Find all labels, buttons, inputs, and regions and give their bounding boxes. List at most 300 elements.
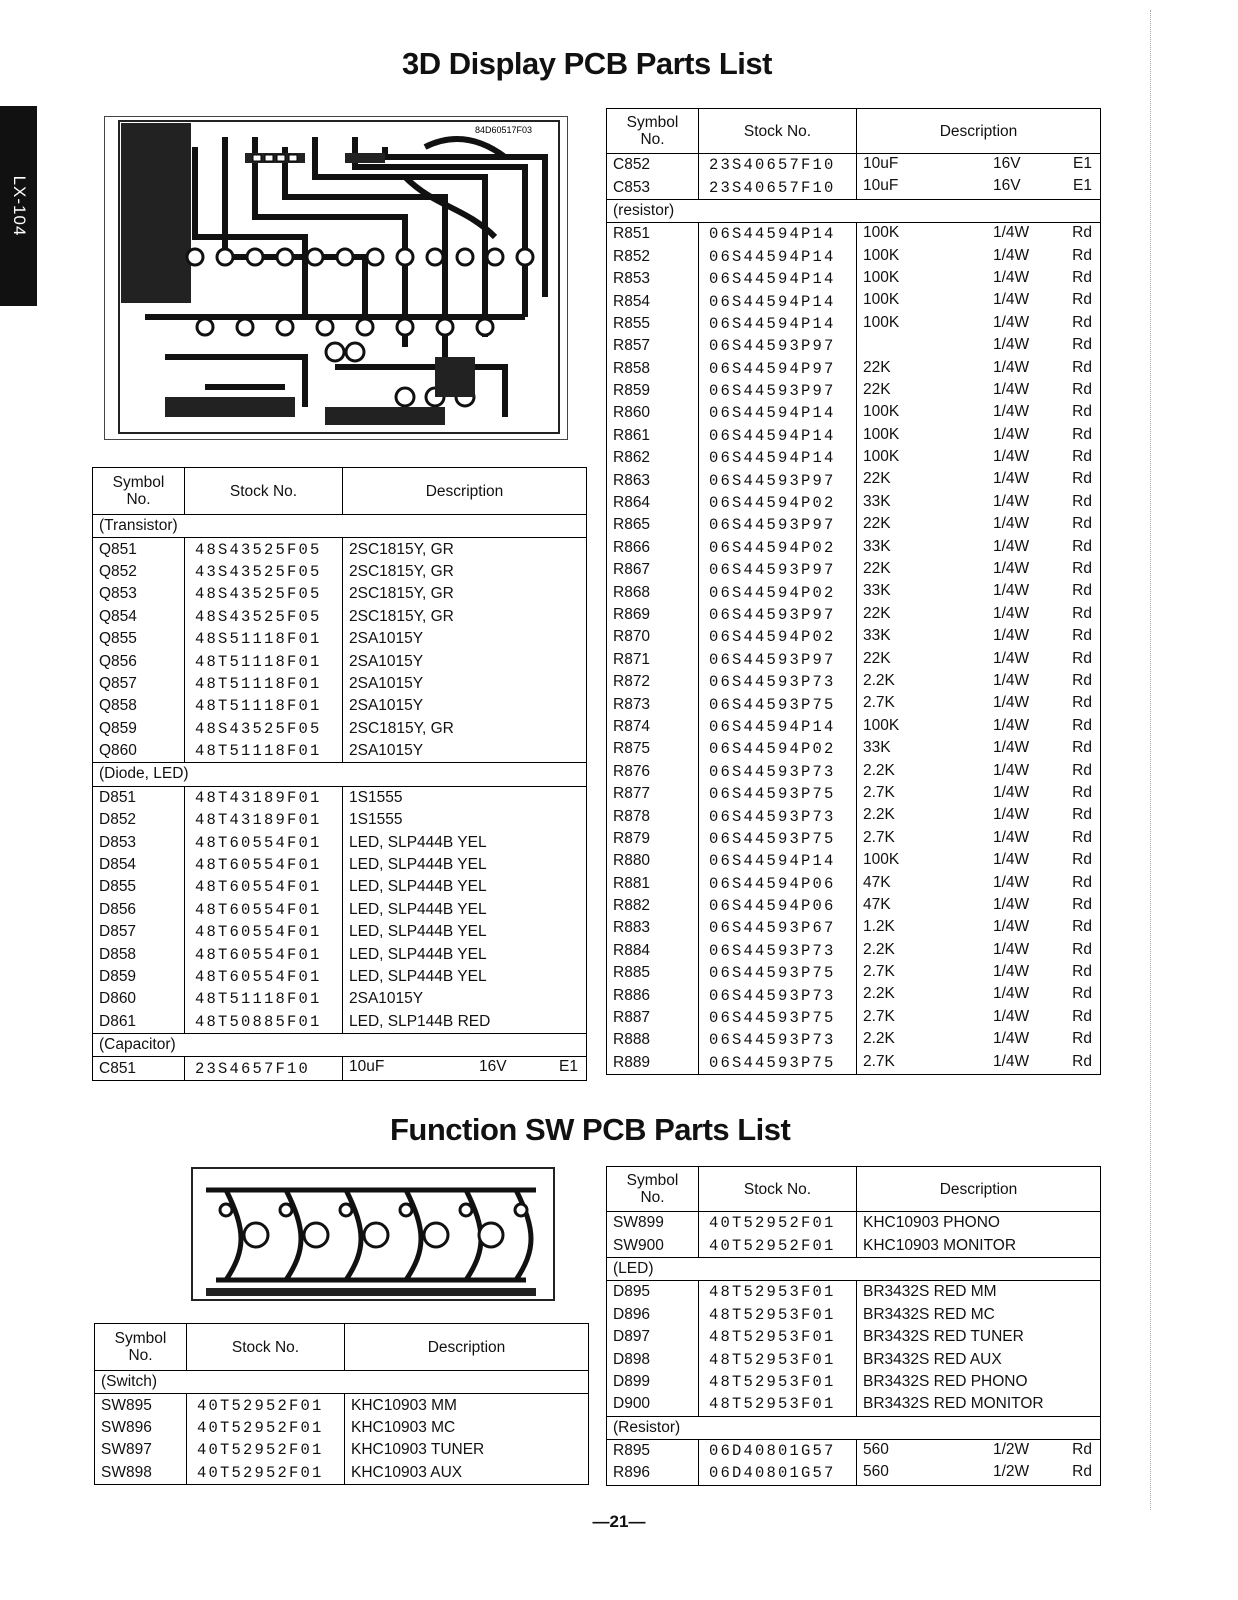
description-cell: BR3432S RED MONITOR: [857, 1393, 1101, 1416]
symbol-cell: R851: [607, 223, 699, 246]
table-row: [607, 828, 1101, 850]
description-cell: LED, SLP444B YEL: [343, 899, 587, 921]
stock-no-cell: 06S44594P02: [699, 581, 857, 603]
stock-no-cell: 48T52953F01: [699, 1304, 857, 1326]
display-pcb-artwork: [105, 117, 567, 439]
description-cell: [857, 649, 1101, 671]
table-row: [607, 1462, 1101, 1485]
table-row: [607, 223, 1101, 246]
table-row: [607, 962, 1101, 984]
table-row: [607, 380, 1101, 402]
rating-text: 1/4W: [993, 470, 1030, 488]
rating-text: 1/4W: [993, 582, 1030, 600]
description-header: Description: [857, 1167, 1101, 1212]
value-text: 22K: [863, 380, 891, 398]
type-text: E1: [559, 1058, 578, 1076]
type-text: Rd: [1072, 649, 1092, 667]
symbol-cell: SW899: [607, 1212, 699, 1235]
stock-no-cell: 06S44593P75: [699, 693, 857, 715]
stock-no-cell: 23S40657F10: [699, 154, 857, 177]
description-cell: [857, 850, 1101, 872]
section-row: [607, 1257, 1101, 1280]
symbol-cell: R861: [607, 425, 699, 447]
stock-no-cell: 06S44593P97: [699, 649, 857, 671]
description-cell: [857, 514, 1101, 536]
symbol-header: Symbol No.: [607, 109, 699, 154]
symbol-cell: R881: [607, 873, 699, 895]
table-row: [93, 921, 587, 943]
rating-text: 1/4W: [993, 1030, 1030, 1048]
stock-no-cell: 23S4657F10: [185, 1057, 343, 1080]
description-cell: KHC10903 MC: [345, 1417, 589, 1439]
description-header: Description: [345, 1324, 589, 1371]
table-row: [607, 895, 1101, 917]
description-cell: LED, SLP444B YEL: [343, 876, 587, 898]
stock-no-cell: 06S44594P14: [699, 716, 857, 738]
description-cell: [857, 469, 1101, 491]
symbol-cell: R860: [607, 402, 699, 424]
description-cell: [857, 447, 1101, 469]
table-row: [607, 335, 1101, 357]
stock-no-cell: 06S44593P75: [699, 1052, 857, 1075]
description-cell: [857, 626, 1101, 648]
table-row: [93, 988, 587, 1010]
table-row: [95, 1439, 589, 1461]
value-text: 47K: [863, 895, 891, 913]
rating-text: 1/4W: [993, 806, 1030, 824]
description-cell: [857, 671, 1101, 693]
table-row: [607, 559, 1101, 581]
description-cell: BR3432S RED PHONO: [857, 1371, 1101, 1393]
table-row: [607, 313, 1101, 335]
description-cell: [857, 805, 1101, 827]
description-cell: LED, SLP444B YEL: [343, 831, 587, 853]
stock-no-cell: 06S44593P73: [699, 940, 857, 962]
stock-no-header: Stock No.: [699, 109, 857, 154]
type-text: Rd: [1072, 895, 1092, 913]
description-cell: [857, 761, 1101, 783]
type-text: Rd: [1072, 694, 1092, 712]
symbol-cell: R865: [607, 514, 699, 536]
type-text: Rd: [1072, 560, 1092, 578]
stock-no-cell: 06S44593P75: [699, 783, 857, 805]
value-text: 100K: [863, 448, 900, 466]
table-row: [607, 604, 1101, 626]
symbol-header: Symbol No.: [93, 468, 185, 515]
rating-text: 1/4W: [993, 761, 1030, 779]
stock-no-cell: 48T52953F01: [699, 1348, 857, 1370]
stock-no-cell: 40T52952F01: [699, 1234, 857, 1257]
stock-no-cell: 06S44593P73: [699, 761, 857, 783]
type-text: Rd: [1072, 716, 1092, 734]
symbol-cell: Q855: [93, 628, 185, 650]
table-row: [93, 606, 587, 628]
symbol-cell: D856: [93, 899, 185, 921]
stock-no-cell: 06S44593P75: [699, 1007, 857, 1029]
rating-text: 1/4W: [993, 224, 1030, 242]
symbol-cell: R868: [607, 581, 699, 603]
description-cell: [857, 268, 1101, 290]
table-row: [607, 581, 1101, 603]
table-row: [95, 1417, 589, 1439]
symbol-cell: D861: [93, 1011, 185, 1034]
symbol-cell: D858: [93, 943, 185, 965]
type-text: Rd: [1072, 537, 1092, 555]
type-text: Rd: [1072, 963, 1092, 981]
value-text: 10uF: [349, 1058, 385, 1076]
display-pcb-title: 3D Display PCB Parts List: [402, 46, 772, 81]
table-row: [607, 917, 1101, 939]
description-cell: LED, SLP444B YEL: [343, 921, 587, 943]
type-text: Rd: [1072, 380, 1092, 398]
table-header-row: [607, 1167, 1101, 1212]
rating-text: 1/4W: [993, 515, 1030, 533]
symbol-cell: R887: [607, 1007, 699, 1029]
table-row: [93, 718, 587, 740]
symbol-cell: D895: [607, 1281, 699, 1304]
value-text: 2.2K: [863, 806, 895, 824]
symbol-cell: D860: [93, 988, 185, 1010]
stock-no-cell: 06S44593P73: [699, 984, 857, 1006]
stock-no-cell: 06S44593P97: [699, 514, 857, 536]
description-cell: LED, SLP144B RED: [343, 1011, 587, 1034]
value-text: 100K: [863, 425, 900, 443]
value-text: 560: [863, 1440, 889, 1458]
description-cell: 1S1555: [343, 786, 587, 809]
symbol-cell: R870: [607, 626, 699, 648]
stock-no-cell: 48T52953F01: [699, 1371, 857, 1393]
table-row: [607, 1439, 1101, 1462]
type-text: Rd: [1072, 246, 1092, 264]
description-cell: 2SA1015Y: [343, 695, 587, 717]
table-row: [607, 626, 1101, 648]
table-row: [95, 1394, 589, 1417]
description-cell: 2SA1015Y: [343, 650, 587, 672]
description-cell: [857, 223, 1101, 246]
description-cell: [857, 1462, 1101, 1485]
type-text: Rd: [1072, 806, 1092, 824]
table-header-row: [95, 1324, 589, 1371]
stock-no-cell: 06S44594P14: [699, 246, 857, 268]
symbol-cell: R864: [607, 492, 699, 514]
symbol-cell: D857: [93, 921, 185, 943]
section-label: (Diode, LED): [93, 763, 587, 786]
rating-text: 1/4W: [993, 560, 1030, 578]
stock-no-cell: 48S43525F05: [185, 583, 343, 605]
description-cell: 2SC1815Y, GR: [343, 561, 587, 583]
value-text: 100K: [863, 851, 900, 869]
rating-text: 1/2W: [993, 1440, 1030, 1458]
value-text: 2.7K: [863, 783, 895, 801]
stock-no-cell: 48T51118F01: [185, 673, 343, 695]
table-row: [607, 671, 1101, 693]
symbol-cell: Q854: [93, 606, 185, 628]
value-text: 100K: [863, 403, 900, 421]
table-row: [607, 1281, 1101, 1304]
description-cell: [857, 693, 1101, 715]
symbol-cell: D897: [607, 1326, 699, 1348]
value-text: 1.2K: [863, 918, 895, 936]
description-cell: [857, 313, 1101, 335]
symbol-cell: R895: [607, 1439, 699, 1462]
stock-no-cell: 06S44594P14: [699, 447, 857, 469]
rating-text: 16V: [479, 1058, 507, 1076]
stock-no-header: Stock No.: [699, 1167, 857, 1212]
stock-no-cell: 06S44593P97: [699, 469, 857, 491]
description-cell: [857, 738, 1101, 760]
type-text: Rd: [1072, 918, 1092, 936]
rating-text: 1/4W: [993, 313, 1030, 331]
stock-no-cell: 48T60554F01: [185, 831, 343, 853]
stock-no-cell: 40T52952F01: [187, 1439, 345, 1461]
symbol-cell: R857: [607, 335, 699, 357]
type-text: Rd: [1072, 582, 1092, 600]
symbol-cell: Q859: [93, 718, 185, 740]
stock-no-cell: 06S44593P75: [699, 962, 857, 984]
description-cell: [857, 783, 1101, 805]
value-text: 100K: [863, 224, 900, 242]
description-cell: [343, 1057, 587, 1080]
symbol-cell: D899: [607, 1371, 699, 1393]
stock-no-cell: 06S44593P75: [699, 828, 857, 850]
value-text: 2.7K: [863, 694, 895, 712]
symbol-cell: D898: [607, 1348, 699, 1370]
type-text: Rd: [1072, 873, 1092, 891]
type-text: Rd: [1072, 291, 1092, 309]
type-text: Rd: [1072, 761, 1092, 779]
type-text: Rd: [1072, 268, 1092, 286]
description-cell: [857, 895, 1101, 917]
table-row: [607, 783, 1101, 805]
value-text: 2.2K: [863, 985, 895, 1003]
table-row: [93, 809, 587, 831]
symbol-cell: R888: [607, 1029, 699, 1051]
rating-text: 1/4W: [993, 918, 1030, 936]
rating-text: 1/4W: [993, 268, 1030, 286]
stock-no-cell: 06S44594P02: [699, 738, 857, 760]
type-text: Rd: [1072, 671, 1092, 689]
symbol-cell: Q860: [93, 740, 185, 763]
symbol-cell: R853: [607, 268, 699, 290]
description-cell: [857, 1439, 1101, 1462]
stock-no-cell: 48T60554F01: [185, 899, 343, 921]
table-row: [607, 738, 1101, 760]
value-text: 10uF: [863, 155, 899, 172]
type-text: Rd: [1072, 940, 1092, 958]
stock-no-cell: 48S43525F05: [185, 538, 343, 561]
type-text: Rd: [1072, 1007, 1092, 1025]
description-cell: [857, 559, 1101, 581]
description-cell: [857, 537, 1101, 559]
table-row: [607, 1052, 1101, 1075]
section-row: [607, 1416, 1101, 1439]
symbol-cell: R858: [607, 358, 699, 380]
stock-no-cell: 48T50885F01: [185, 1011, 343, 1034]
table-row: [607, 716, 1101, 738]
table-row: [93, 1011, 587, 1034]
table-row: [607, 984, 1101, 1006]
stock-no-cell: 06S44593P67: [699, 917, 857, 939]
rating-text: 1/4W: [993, 448, 1030, 466]
table-row: [93, 561, 587, 583]
table-row: [93, 740, 587, 763]
description-cell: [857, 962, 1101, 984]
rating-text: 1/4W: [993, 828, 1030, 846]
section-label: (Transistor): [93, 515, 587, 538]
stock-no-cell: 06S44594P06: [699, 873, 857, 895]
table-row: [607, 1393, 1101, 1416]
display-pcb-diagram: [104, 116, 568, 440]
table-row: [607, 246, 1101, 268]
table-row: [607, 492, 1101, 514]
description-header: Description: [857, 109, 1101, 154]
stock-no-cell: 06S44593P97: [699, 604, 857, 626]
description-cell: [857, 1007, 1101, 1029]
stock-no-cell: 06S44594P14: [699, 402, 857, 424]
type-text: Rd: [1072, 336, 1092, 354]
value-text: 2.7K: [863, 963, 895, 981]
rating-text: 16V: [993, 155, 1021, 172]
symbol-cell: D900: [607, 1393, 699, 1416]
description-cell: [857, 380, 1101, 402]
value-text: 22K: [863, 604, 891, 622]
type-text: E1: [1073, 177, 1092, 195]
rating-text: 1/4W: [993, 694, 1030, 712]
type-text: Rd: [1072, 1030, 1092, 1048]
description-cell: 2SA1015Y: [343, 673, 587, 695]
description-cell: [857, 1052, 1101, 1075]
value-text: 22K: [863, 358, 891, 376]
value-text: 33K: [863, 627, 891, 645]
rating-text: 1/4W: [993, 1007, 1030, 1025]
table-row: [93, 899, 587, 921]
symbol-cell: D859: [93, 966, 185, 988]
type-text: Rd: [1072, 1440, 1092, 1458]
type-text: E1: [1073, 155, 1092, 172]
description-cell: 2SC1815Y, GR: [343, 718, 587, 740]
symbol-cell: SW897: [95, 1439, 187, 1461]
table-row: [607, 940, 1101, 962]
symbol-cell: R867: [607, 559, 699, 581]
value-text: 33K: [863, 582, 891, 600]
table-row: [607, 290, 1101, 312]
table-row: [93, 695, 587, 717]
symbol-cell: R869: [607, 604, 699, 626]
symbol-cell: R872: [607, 671, 699, 693]
description-header: Description: [343, 468, 587, 515]
value-text: 100K: [863, 268, 900, 286]
stock-no-cell: 06S44594P06: [699, 895, 857, 917]
symbol-cell: R873: [607, 693, 699, 715]
type-text: Rd: [1072, 1463, 1092, 1481]
type-text: Rd: [1072, 515, 1092, 533]
symbol-cell: R885: [607, 962, 699, 984]
display-parts-table-left: [92, 467, 587, 1081]
stock-no-cell: 06S44594P14: [699, 268, 857, 290]
description-cell: [857, 984, 1101, 1006]
symbol-header: Symbol No.: [95, 1324, 187, 1371]
value-text: 2.2K: [863, 1030, 895, 1048]
value-text: 2.7K: [863, 828, 895, 846]
stock-no-cell: 06S44593P97: [699, 559, 857, 581]
table-row: [607, 1371, 1101, 1393]
section-label: (Resistor): [607, 1416, 1101, 1439]
description-cell: 2SC1815Y, GR: [343, 606, 587, 628]
value-text: 22K: [863, 649, 891, 667]
function-parts-table-right: [606, 1166, 1101, 1486]
value-text: 100K: [863, 313, 900, 331]
symbol-cell: D852: [93, 809, 185, 831]
type-text: Rd: [1072, 985, 1092, 1003]
table-row: [607, 469, 1101, 491]
type-text: Rd: [1072, 470, 1092, 488]
value-text: 2.2K: [863, 940, 895, 958]
table-row: [607, 850, 1101, 872]
stock-no-cell: 40T52952F01: [187, 1394, 345, 1417]
description-cell: [857, 335, 1101, 357]
symbol-header: Symbol No.: [607, 1167, 699, 1212]
symbol-cell: Q851: [93, 538, 185, 561]
table-header-row: [607, 109, 1101, 154]
stock-no-cell: 06S44594P14: [699, 313, 857, 335]
description-cell: [857, 154, 1101, 177]
symbol-cell: R874: [607, 716, 699, 738]
value-text: 33K: [863, 537, 891, 555]
description-cell: LED, SLP444B YEL: [343, 943, 587, 965]
symbol-cell: D854: [93, 854, 185, 876]
stock-no-cell: 48T43189F01: [185, 809, 343, 831]
description-cell: KHC10903 AUX: [345, 1462, 589, 1485]
description-cell: BR3432S RED MC: [857, 1304, 1101, 1326]
section-row: [93, 763, 587, 786]
table-row: [93, 786, 587, 809]
stock-no-cell: 06S44594P02: [699, 492, 857, 514]
stock-no-header: Stock No.: [187, 1324, 345, 1371]
rating-text: 1/4W: [993, 895, 1030, 913]
stock-no-cell: 48T52953F01: [699, 1393, 857, 1416]
symbol-cell: R871: [607, 649, 699, 671]
stock-no-cell: 06S44594P14: [699, 850, 857, 872]
rating-text: 1/4W: [993, 649, 1030, 667]
stock-no-cell: 48T60554F01: [185, 854, 343, 876]
description-cell: [857, 873, 1101, 895]
function-parts-table-left: [94, 1323, 589, 1485]
table-row: [607, 761, 1101, 783]
type-text: Rd: [1072, 851, 1092, 869]
table-row: [93, 854, 587, 876]
table-row: [607, 176, 1101, 199]
model-side-tab: [0, 106, 37, 306]
type-text: Rd: [1072, 313, 1092, 331]
table-row: [93, 966, 587, 988]
symbol-cell: R889: [607, 1052, 699, 1075]
table-row: [607, 402, 1101, 424]
symbol-cell: C853: [607, 176, 699, 199]
description-cell: LED, SLP444B YEL: [343, 966, 587, 988]
table-row: [93, 628, 587, 650]
table-row: [93, 876, 587, 898]
table-row: [93, 538, 587, 561]
rating-text: 1/4W: [993, 246, 1030, 264]
rating-text: 1/4W: [993, 403, 1030, 421]
value-text: 22K: [863, 470, 891, 488]
symbol-cell: C852: [607, 154, 699, 177]
description-cell: BR3432S RED AUX: [857, 1348, 1101, 1370]
symbol-cell: R884: [607, 940, 699, 962]
rating-text: 1/4W: [993, 537, 1030, 555]
value-text: 10uF: [863, 177, 899, 195]
symbol-cell: R866: [607, 537, 699, 559]
